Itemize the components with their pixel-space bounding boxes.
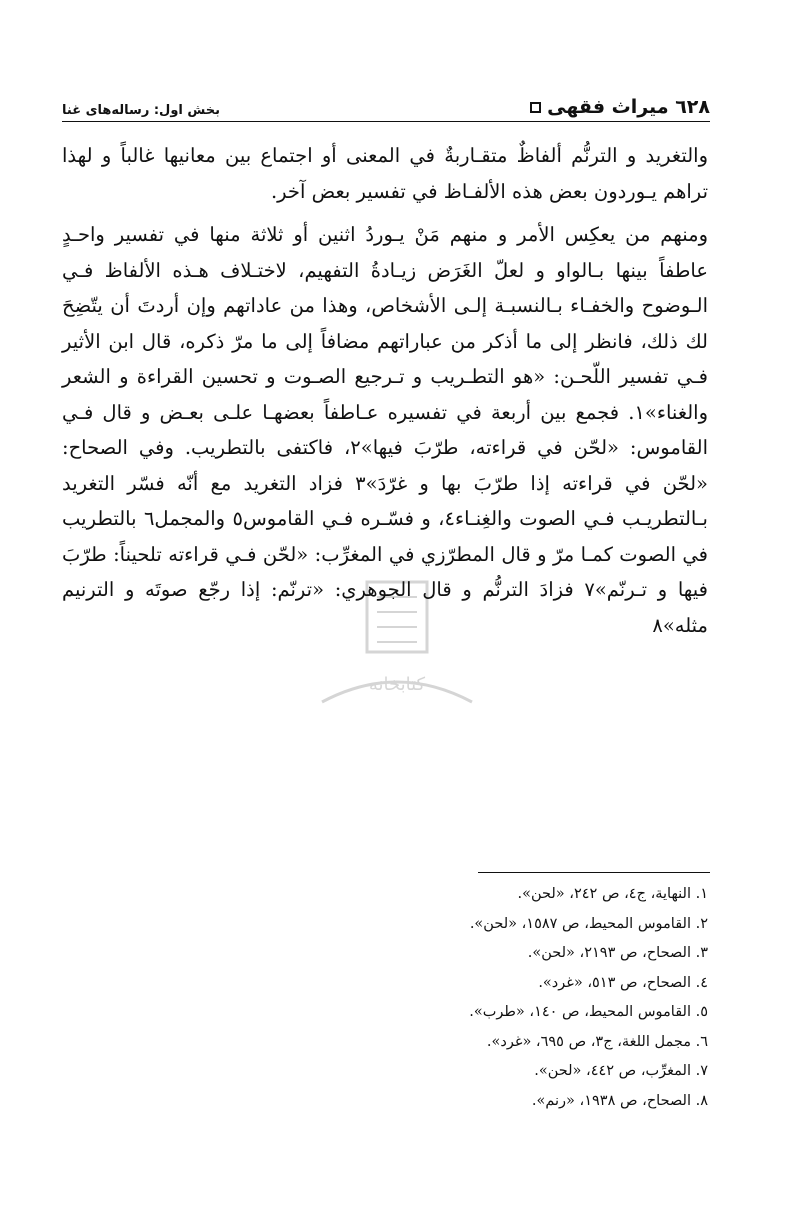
page-header	[62, 88, 710, 118]
footnotes-list	[62, 880, 708, 1116]
footnote-item: ٥. القاموس المحيط، ص ١٤٠، «طرب».	[469, 1004, 708, 1020]
footnote-item: ١. النهاية، ج٤، ص ٢٤٢، «لحن».	[517, 886, 708, 902]
header-divider	[62, 121, 710, 122]
watermark-text: کتابخانه	[368, 674, 426, 695]
footnote-item: ٣. الصحاح، ص ٢١٩٣، «لحن».	[527, 945, 708, 961]
footnote-item: ٦. مجمل اللغة، ج٣، ص ٦٩٥، «غرد».	[486, 1033, 708, 1050]
header-page-title-group	[530, 96, 710, 118]
footnote-item: ٤. الصحاح، ص ٥١٣، «غرد».	[538, 974, 708, 991]
square-ornament-icon	[530, 102, 541, 113]
footnote-divider	[478, 872, 710, 873]
page-number-title: ٦٢٨ میراث فقهی	[547, 96, 710, 118]
body-paragraph-2: ومنهم من يعكِس الأمر و منهم مَنْ يـوردُ اثنين أو ثلاثة منها في تفسير واحـدٍ عاطفاً بينها بـالواو و لعلّ الغَرَض زيـادةُ التفهيم، لاختـلاف هـذه الألفاظ فـي الـوضوح والخفـاء بـالنسبـة إلـى الأشخاص، وهذا من عاداتهم وإن أردتَ أن يتّضِحَ لك ذلك، فانظر إلى ما أذكر من عباراتهم مضافاً إلى ما مرّ ذكره، قال ابن الأثير فـي تفسير اللّحـن: «هو التطـريب و تـرجيع الصـوت و تحسين القراءة و الشعر والغناء»١. فجمع بين أربعة في تفسيره عـاطفاً بعضهـا علـى بعـض و قال فـي القاموس: «لحّن في قراءته، طرّبَ فيها»٢، فاكتفى بالتطريب. وفي الصحاح: «لحّن في قراءته إذا طرّبَ بها و غرّدَ»٣ فزاد التغريد مع أنّه فسّر التغريد بـالتطريـب فـي الصوت والغِنـاء٤، و فسّـره فـي القاموس٥ والمجمل٦ بالتطريب في الصوت كمـا مرّ و قال المطرّزي في المغرِّب: «لحّن فـي قراءته تلحيناً: طرّبَ فيها و تـرنّم»٧ فزادَ الترنُّم و قال الجوهري: «ترنّم: إذا رجّع صوتَه و الترنيم مثله»٨	[62, 223, 709, 637]
section-title: بخش اول: رسالەهای غنا	[62, 103, 221, 118]
main-body-text	[62, 138, 708, 643]
footnote-item: ٢. القاموس المحيط، ص ١٥٨٧، «لحن».	[469, 915, 708, 932]
footnote-item: ٨. الصحاح، ص ١٩٣٨، «رنم».	[531, 1092, 708, 1109]
footnote-item: ٧. المغرِّب، ص ٤٤٢، «لحن».	[534, 1063, 708, 1079]
body-paragraph-1: والتغريد و الترنُّم ألفاظٌ متقـاربةٌ في المعنى أو اجتماع بين معانيها غالباً و لهذا تراهم يـوردون بعض هذه الألفـاظ في تفسير بعض آخر.	[62, 144, 708, 203]
